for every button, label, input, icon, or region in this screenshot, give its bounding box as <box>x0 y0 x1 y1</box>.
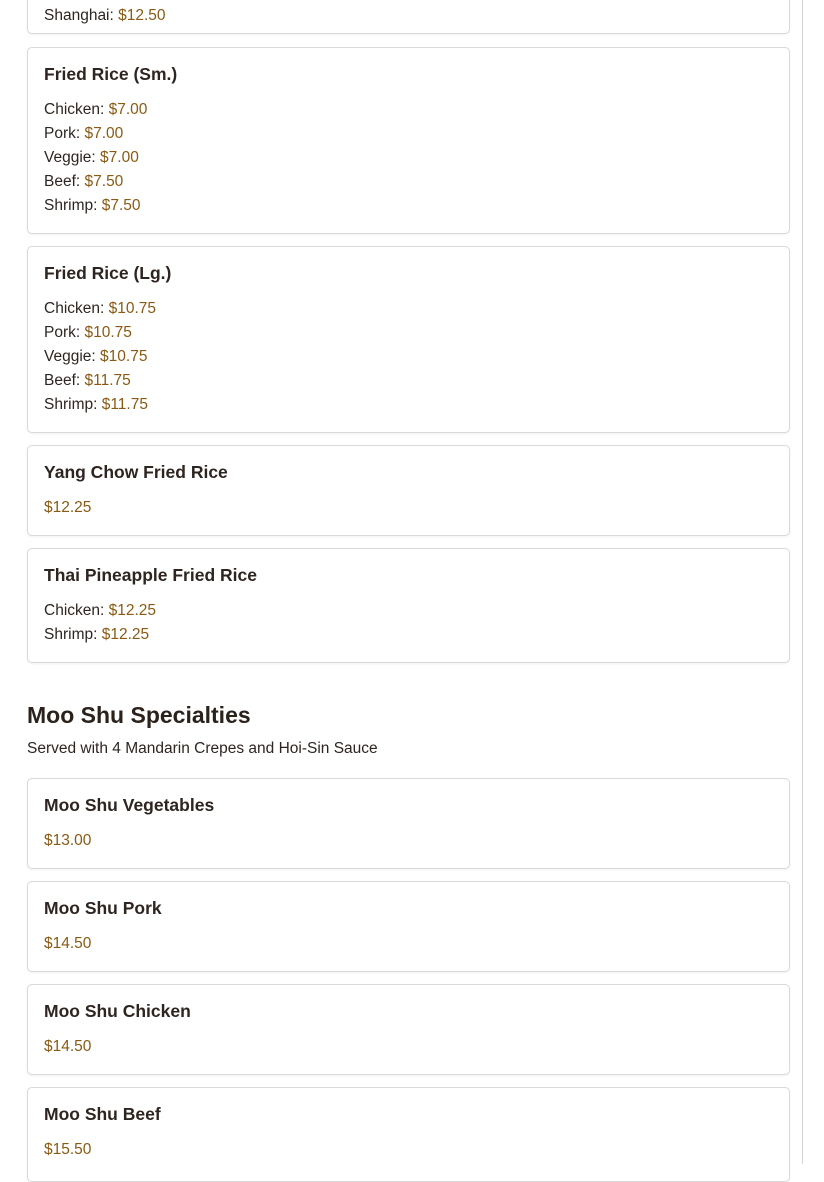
option-price: $12.25 <box>101 626 150 643</box>
option-row-veggie <box>44 345 156 369</box>
option-price: $10.75 <box>108 300 157 317</box>
option-price: $7.50 <box>84 173 124 190</box>
menu-item-card-moo-shu-pork[interactable] <box>27 881 790 972</box>
menu-item-card-partial[interactable] <box>27 0 790 34</box>
option-list <box>44 1138 91 1162</box>
option-list <box>44 98 147 218</box>
option-label: Chicken: <box>44 101 105 118</box>
menu-item-card-fried-rice-lg[interactable] <box>27 246 790 433</box>
option-label: Shrimp: <box>44 396 98 413</box>
option-row-pork <box>44 122 147 146</box>
menu-item-card-yang-chow-fried-rice[interactable] <box>27 445 790 536</box>
option-label: Chicken: <box>44 602 105 619</box>
option-row-chicken <box>44 98 147 122</box>
menu-item-card-moo-shu-beef[interactable] <box>27 1087 790 1182</box>
option-price: $10.75 <box>100 348 148 365</box>
price-row <box>44 829 91 853</box>
item-price: $14.50 <box>44 935 92 952</box>
menu-item-title: Thai Pineapple Fried Rice <box>44 565 257 585</box>
option-row-pork <box>44 321 156 345</box>
menu-item-title: Yang Chow Fried Rice <box>44 462 228 482</box>
option-label: Pork: <box>44 125 81 142</box>
section-subtitle: Served with 4 Mandarin Crepes and Hoi-Sin Sauce <box>27 740 378 757</box>
option-label: Veggie: <box>44 348 96 365</box>
menu-item-card-fried-rice-sm[interactable] <box>27 47 790 234</box>
option-list <box>44 829 91 853</box>
option-label: Shanghai: <box>44 7 114 24</box>
option-row <box>44 4 166 28</box>
menu-item-title: Moo Shu Beef <box>44 1104 161 1124</box>
option-price: $10.75 <box>84 324 132 341</box>
menu-item-title: Moo Shu Vegetables <box>44 795 215 815</box>
section-title-moo-shu-specialties: Moo Shu Specialties <box>27 702 251 728</box>
option-list <box>44 496 91 520</box>
option-list <box>44 4 166 28</box>
option-price: $12.25 <box>108 602 157 619</box>
option-row-shrimp <box>44 194 147 218</box>
menu-item-title: Fried Rice (Sm.) <box>44 64 178 84</box>
option-list <box>44 1035 91 1059</box>
option-list <box>44 599 156 647</box>
option-price: $11.75 <box>101 396 148 413</box>
item-price: $13.00 <box>44 832 92 849</box>
option-label: Chicken: <box>44 300 105 317</box>
option-price: $7.50 <box>101 197 141 214</box>
option-row-beef <box>44 170 147 194</box>
option-label: Veggie: <box>44 149 96 166</box>
option-label: Beef: <box>44 173 81 190</box>
price-row <box>44 1138 91 1162</box>
item-price: $12.25 <box>44 499 92 516</box>
option-label: Pork: <box>44 324 81 341</box>
price-row <box>44 496 91 520</box>
option-price: $7.00 <box>108 101 148 118</box>
option-row-shrimp <box>44 623 156 647</box>
option-price: $7.00 <box>100 149 139 166</box>
item-price: $14.50 <box>44 1038 92 1055</box>
menu-item-title: Fried Rice (Lg.) <box>44 263 172 283</box>
option-list <box>44 932 91 956</box>
menu-item-title: Moo Shu Pork <box>44 898 162 918</box>
option-price: $7.00 <box>84 125 124 142</box>
option-row-beef <box>44 369 156 393</box>
option-list <box>44 297 156 417</box>
menu-item-card-moo-shu-chicken[interactable] <box>27 984 790 1075</box>
option-row-chicken <box>44 297 156 321</box>
option-label: Shrimp: <box>44 626 98 643</box>
price-row <box>44 1035 91 1059</box>
item-price: $15.50 <box>44 1141 92 1158</box>
option-price: $11.75 <box>84 372 131 389</box>
menu-item-title: Moo Shu Chicken <box>44 1001 191 1021</box>
option-label: Beef: <box>44 372 81 389</box>
price-row <box>44 932 91 956</box>
option-row-chicken <box>44 599 156 623</box>
menu-item-card-moo-shu-vegetables[interactable] <box>27 778 790 869</box>
page-right-border <box>802 0 803 1164</box>
option-row-veggie <box>44 146 147 170</box>
option-row-shrimp <box>44 393 156 417</box>
option-price: $12.50 <box>118 7 166 24</box>
option-label: Shrimp: <box>44 197 98 214</box>
menu-item-card-thai-pineapple-fried-rice[interactable] <box>27 548 790 663</box>
